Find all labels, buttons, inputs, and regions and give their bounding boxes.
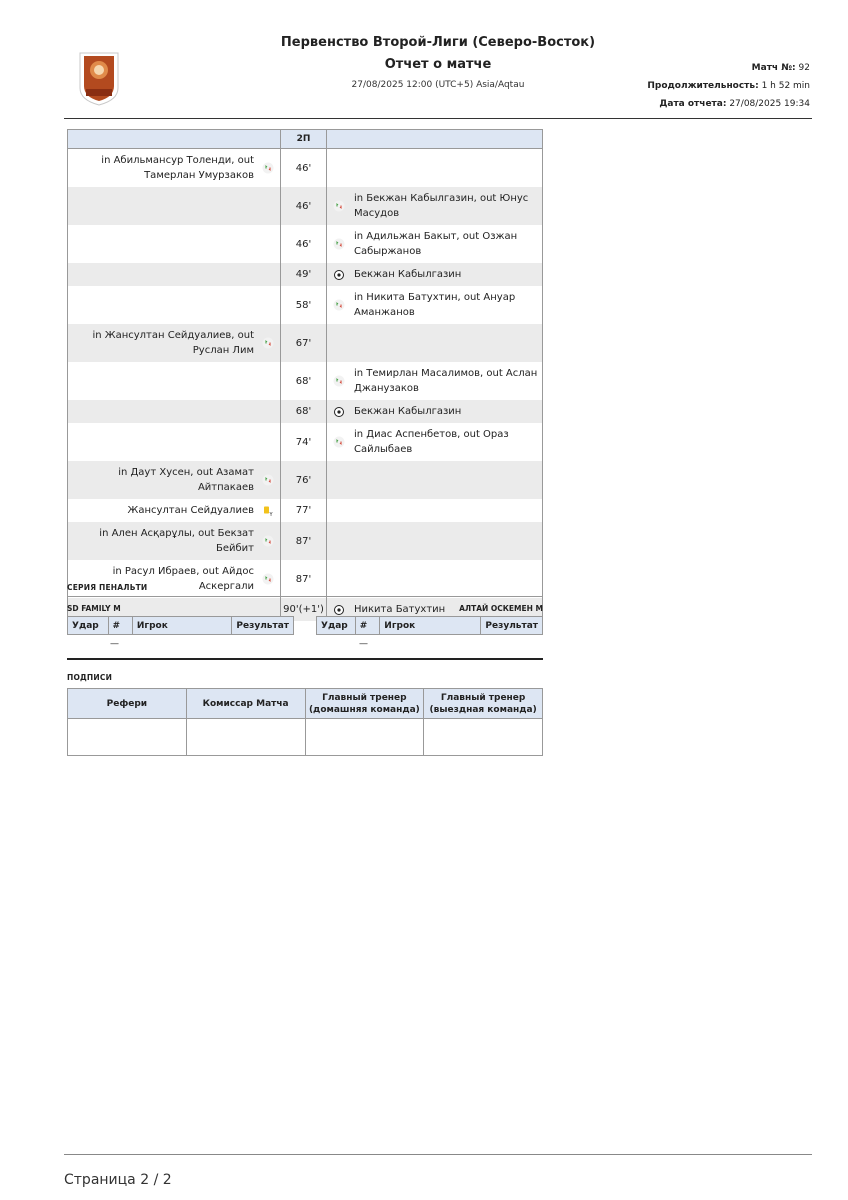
event-away-cell	[327, 560, 543, 598]
goal-icon	[333, 406, 345, 418]
penalties-away-table	[316, 616, 543, 635]
col-shot: Удар	[317, 617, 356, 635]
event-away-text: in Диас Аспенбетов, out Ораз Сайлыбаев	[354, 429, 509, 455]
event-minute: 74'	[281, 423, 327, 461]
event-minute: 68'	[281, 400, 327, 423]
event-row	[68, 400, 543, 423]
event-away-text: Никита Батухтин	[354, 604, 446, 615]
event-minute: 68'	[281, 362, 327, 400]
event-away-cell	[327, 187, 543, 225]
event-minute: 90'(+1')	[281, 598, 327, 621]
event-away-cell	[327, 423, 543, 461]
event-away-cell	[327, 149, 543, 188]
yellow-card-icon	[262, 505, 274, 517]
event-away-cell	[327, 362, 543, 400]
event-row	[68, 522, 543, 560]
event-home-text: in Абильмансур Толенди, out Тамерлан Умурзаков	[101, 155, 254, 181]
event-home-text: in Ален Асқарұлы, out Бекзат Бейбит	[99, 528, 254, 554]
events-body	[68, 149, 543, 622]
substitution-icon	[262, 474, 274, 486]
event-home-text: in Расул Ибраев, out Айдос Аскергали	[112, 566, 254, 592]
event-minute: 87'	[281, 522, 327, 560]
signatures-section-label: ПОДПИСИ	[67, 673, 113, 682]
event-away-content	[327, 286, 542, 324]
sig-commissioner-header: Комиссар Матча	[186, 689, 305, 719]
match-number: Матч №: 92	[751, 63, 810, 73]
event-away-cell	[327, 400, 543, 423]
substitution-icon	[333, 200, 345, 212]
event-home-cell	[68, 263, 281, 286]
match-datetime: 27/08/2025 12:00 (UTC+5) Asia/Aqtau	[351, 80, 525, 90]
col-result: Результат	[232, 617, 294, 635]
event-minute: 46'	[281, 225, 327, 263]
event-home-content	[68, 522, 280, 560]
event-home-cell	[68, 225, 281, 263]
sig-away-coach-cell	[424, 719, 543, 756]
event-home-cell	[68, 286, 281, 324]
event-home-cell	[68, 324, 281, 362]
event-home-text: in Жансултан Сейдуалиев, out Руслан Лим	[92, 330, 254, 356]
event-home-content	[68, 499, 280, 522]
penalties-section-label: СЕРИЯ ПЕНАЛЬТИ	[67, 583, 148, 592]
event-home-content	[68, 149, 280, 187]
match-duration: Продолжительность: 1 h 52 min	[647, 81, 810, 91]
col-number: #	[355, 617, 379, 635]
event-row	[68, 225, 543, 263]
col-shot: Удар	[68, 617, 109, 635]
event-away-content	[327, 423, 542, 461]
event-row	[68, 362, 543, 400]
event-row	[68, 324, 543, 362]
events-table	[67, 129, 543, 621]
event-home-text: Жансултан Сейдуалиев	[127, 505, 254, 516]
report-subtitle: Отчет о матче	[384, 57, 492, 72]
event-away-cell	[327, 499, 543, 522]
col-result: Результат	[481, 617, 543, 635]
event-minute: 49'	[281, 263, 327, 286]
event-away-content	[327, 400, 542, 423]
event-row	[68, 499, 543, 522]
event-minute: 67'	[281, 324, 327, 362]
page-number: Страница 2 / 2	[64, 1172, 172, 1188]
substitution-icon	[333, 375, 345, 387]
penalties-home-empty: —	[110, 639, 119, 649]
event-away-cell	[327, 286, 543, 324]
event-minute: 77'	[281, 499, 327, 522]
event-away-content	[327, 187, 542, 225]
event-home-cell	[68, 362, 281, 400]
event-away-content	[327, 362, 542, 400]
event-away-cell	[327, 324, 543, 362]
event-away-content	[327, 225, 542, 263]
event-home-cell	[68, 149, 281, 188]
event-row	[68, 149, 543, 188]
event-home-content	[68, 461, 280, 499]
event-home-content	[68, 560, 280, 598]
event-away-text: in Никита Батухтин, out Ануар Аманжанов	[354, 292, 516, 318]
event-minute: 58'	[281, 286, 327, 324]
event-away-cell	[327, 461, 543, 499]
event-minute: 46'	[281, 187, 327, 225]
sig-referee-cell	[68, 719, 187, 756]
event-row	[68, 423, 543, 461]
substitution-icon	[262, 162, 274, 174]
event-home-cell	[68, 423, 281, 461]
event-away-text: in Бекжан Кабылгазин, out Юнус Масудов	[354, 193, 529, 219]
event-row	[68, 263, 543, 286]
col-player: Игрок	[380, 617, 481, 635]
penalties-bottom-rule	[67, 658, 543, 660]
event-away-content	[327, 263, 542, 286]
substitution-icon	[333, 299, 345, 311]
event-minute: 87'	[281, 560, 327, 598]
report-date: Дата отчета: 27/08/2025 19:34	[659, 99, 810, 109]
sig-referee-header: Рефери	[68, 689, 187, 719]
event-home-content	[68, 324, 280, 362]
substitution-icon	[333, 238, 345, 250]
event-home-cell	[68, 560, 281, 598]
substitution-icon	[333, 436, 345, 448]
substitution-icon	[262, 573, 274, 585]
event-row	[68, 560, 543, 598]
sig-home-coach-cell	[305, 719, 424, 756]
footer-divider	[64, 1154, 812, 1155]
penalties-home-team: SD FAMILY M	[67, 604, 121, 613]
event-home-cell	[68, 499, 281, 522]
events-header-period: 2П	[281, 130, 327, 149]
league-logo	[76, 50, 122, 106]
event-away-cell	[327, 225, 543, 263]
signatures-table	[67, 688, 543, 756]
events-header-home	[68, 130, 281, 149]
event-home-cell	[68, 187, 281, 225]
event-home-cell	[68, 461, 281, 499]
event-row	[68, 286, 543, 324]
event-home-text: in Даут Хусен, out Азамат Айтпакаев	[118, 467, 254, 493]
col-number: #	[108, 617, 132, 635]
substitution-icon	[262, 535, 274, 547]
header-divider	[64, 118, 812, 119]
penalties-away-empty: —	[359, 639, 368, 649]
event-minute: 76'	[281, 461, 327, 499]
events-header-away	[327, 130, 543, 149]
event-row	[68, 187, 543, 225]
event-away-text: Бекжан Кабылгазин	[354, 269, 462, 280]
event-away-cell	[327, 263, 543, 286]
penalties-divider	[67, 596, 543, 597]
sig-away-coach-header: Главный тренер (выездная команда)	[424, 689, 543, 719]
goal-icon	[333, 604, 345, 616]
event-home-cell	[68, 522, 281, 560]
penalties-away-team: АЛТАЙ ОСКЕМЕН M	[459, 604, 543, 613]
sig-commissioner-cell	[186, 719, 305, 756]
svg-text:Y: Y	[269, 511, 273, 517]
event-row	[68, 461, 543, 499]
event-home-cell	[68, 400, 281, 423]
event-minute: 46'	[281, 149, 327, 188]
substitution-icon	[262, 337, 274, 349]
event-away-text: in Темирлан Масалимов, out Аслан Джанузаков	[354, 368, 538, 394]
goal-icon	[333, 269, 345, 281]
event-away-text: Бекжан Кабылгазин	[354, 406, 462, 417]
col-player: Игрок	[132, 617, 232, 635]
penalties-home-table	[67, 616, 294, 635]
sig-home-coach-header: Главный тренер (домашняя команда)	[305, 689, 424, 719]
event-away-text: in Адильжан Бакыт, out Озжан Сабыржанов	[354, 231, 518, 257]
competition-title: Первенство Второй-Лиги (Северо-Восток)	[280, 35, 596, 50]
event-away-cell	[327, 522, 543, 560]
